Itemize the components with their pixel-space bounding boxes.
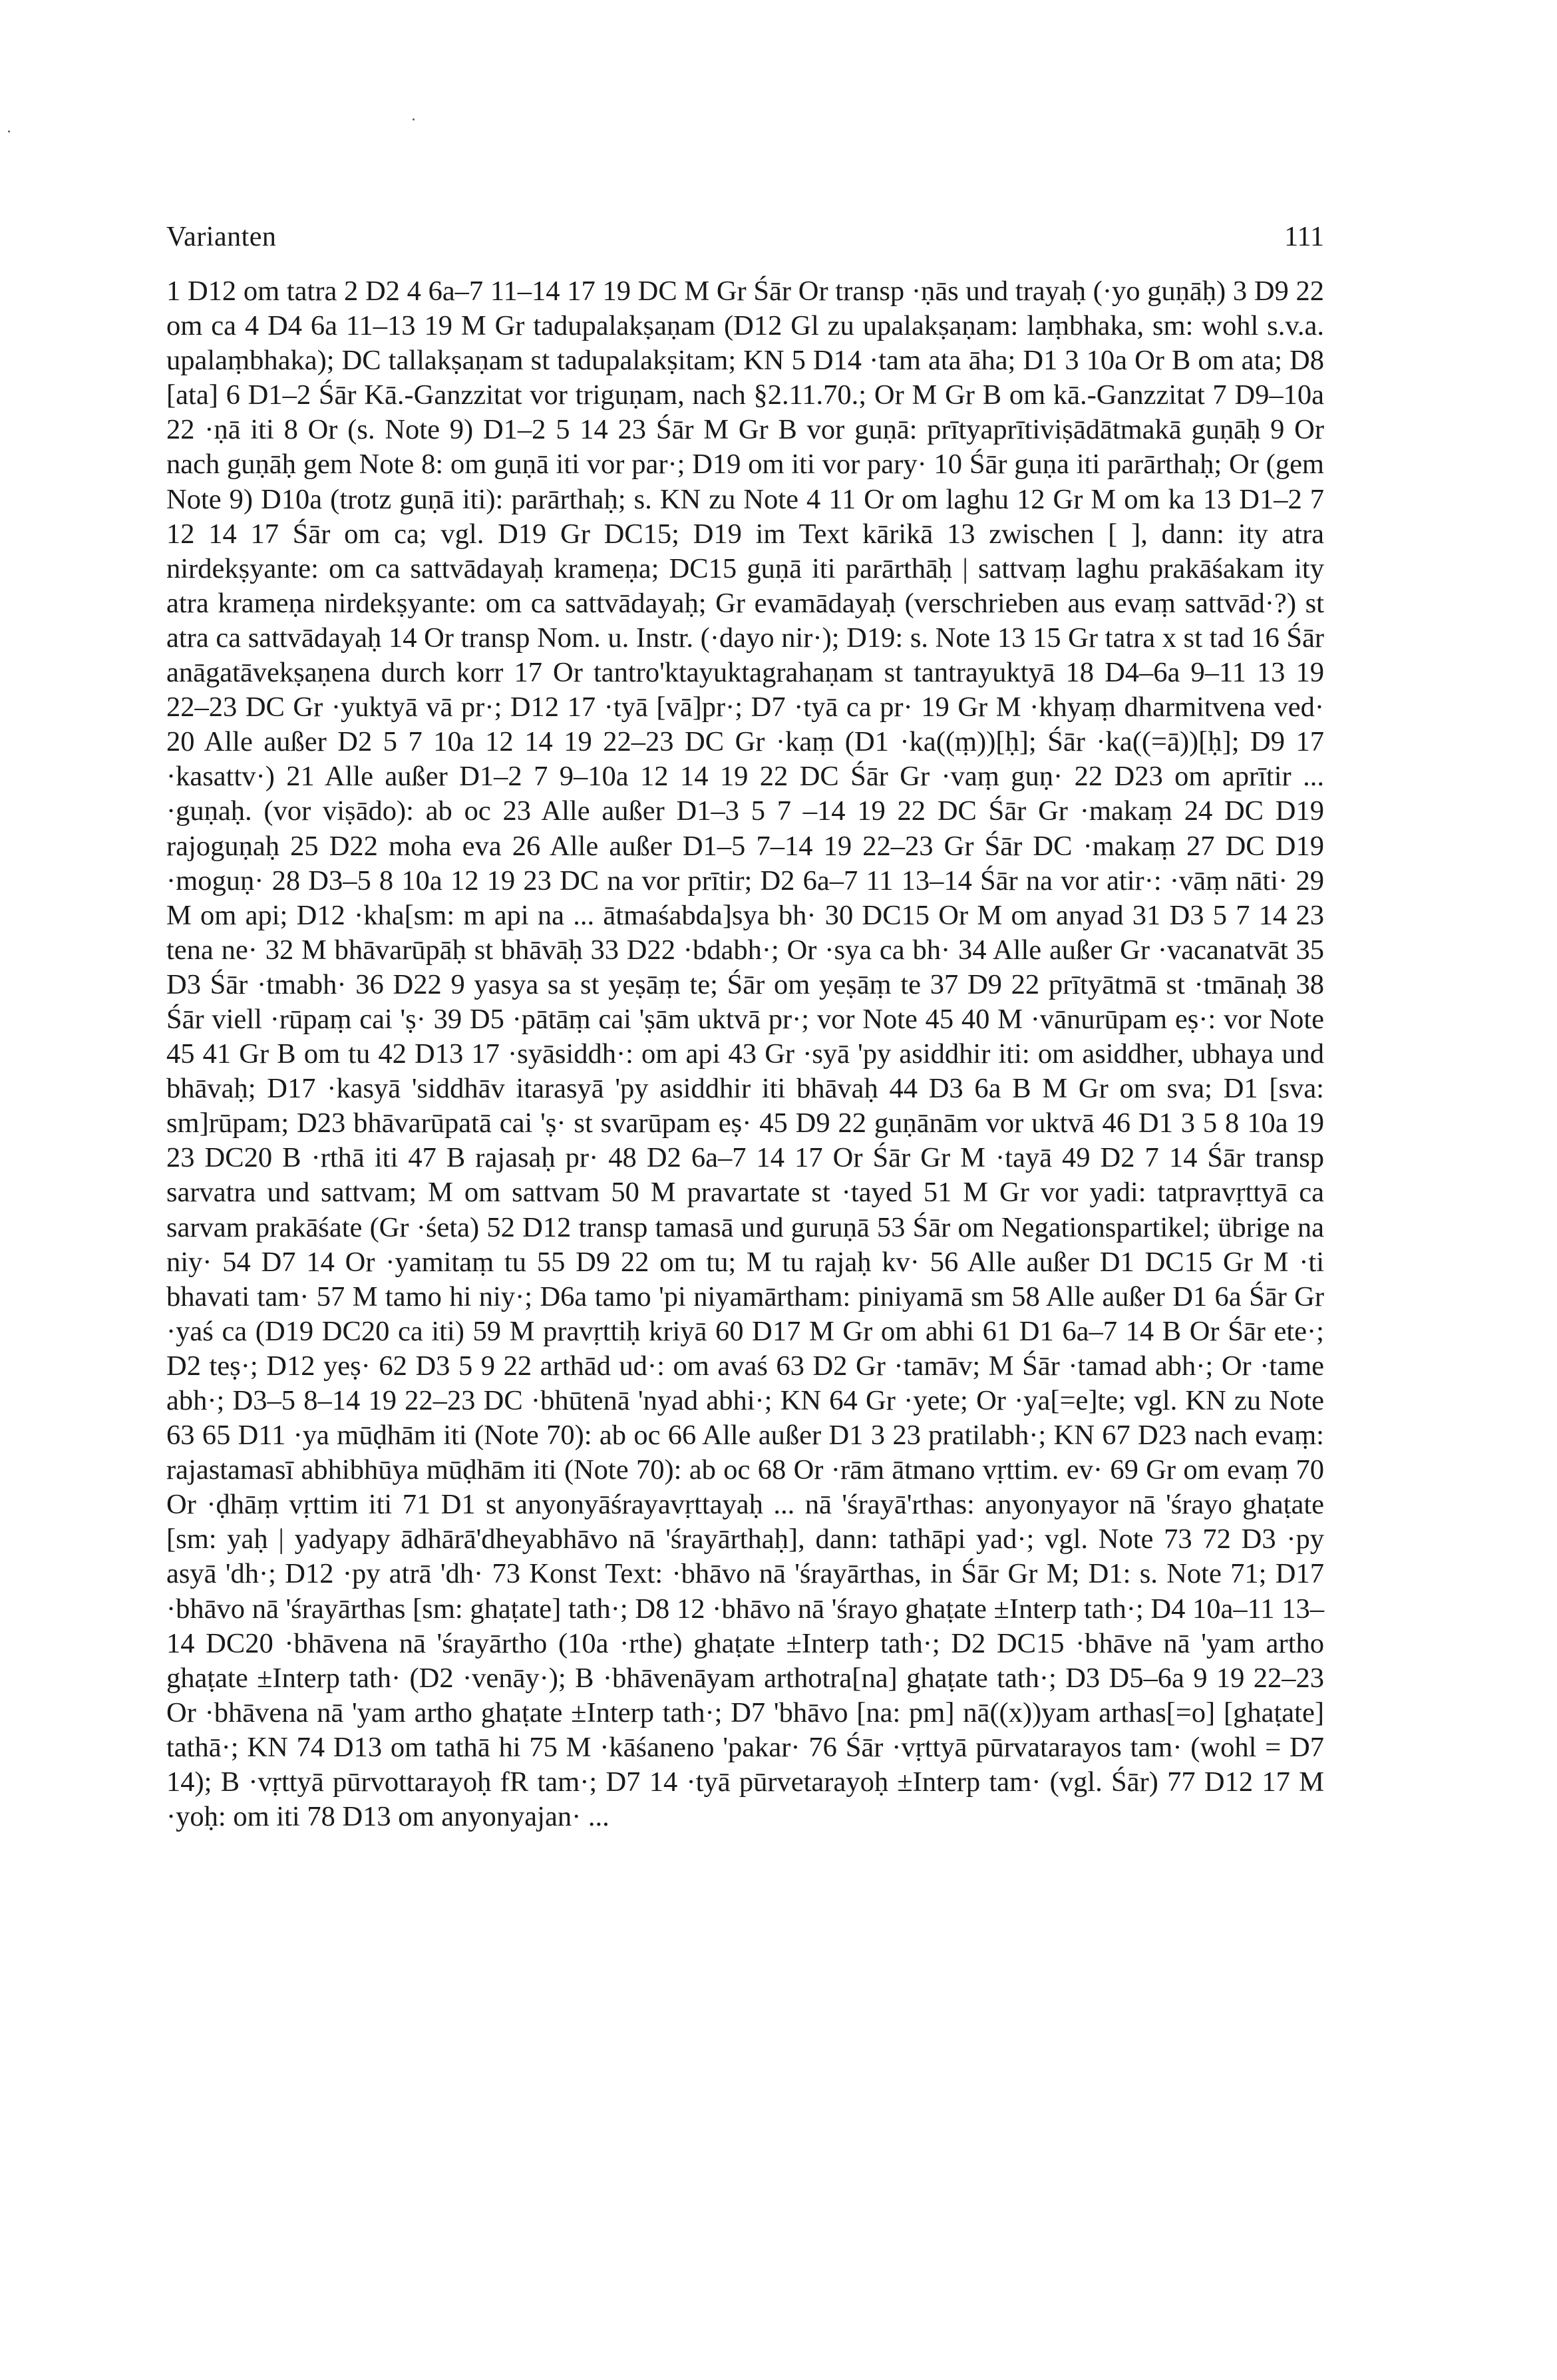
running-head xyxy=(166,221,1324,261)
page-title: Varianten xyxy=(166,222,277,252)
variant-notes: 1 D12 om tatra 2 D2 4 6a–7 11–14 17 19 DC M Gr Śār Or transp ·ṇās und trayaḥ (·yo guṇāḥ) 3 D9 22 om ca 4 D4 6a 11–13 19 M Gr tadupalakṣaṇam (D12 Gl zu upalakṣaṇam: laṃbhaka, sm: wohl s.v.a. upalaṃbhaka); DC tallakṣaṇam st tadupalakṣitam; KN 5 D14 ·tam ata āha; D1 3 10a Or B om ata; D8 [ata] 6 D1–2 Śār Kā.-Ganzzitat vor triguṇam, nach §2.11.70.; Or M Gr B om kā.-Ganzzitat 7 D9–10a 22 ·ṇā iti 8 Or (s. Note 9) D1–2 5 14 23 Śār M Gr B vor guṇā: prītyaprītiviṣādātmakā guṇāḥ 9 Or nach guṇāḥ gem Note 8: om guṇā iti vor par·; D19 om iti vor pary· 10 Śār guṇa iti parārthaḥ; Or (gem Note 9) D10a (trotz guṇā iti): parārthaḥ; s. KN zu Note 4 11 Or om laghu 12 Gr M om ka 13 D1–2 7 12 14 17 Śār om ca; vgl. D19 Gr DC15; D19 im Text kārikā 13 zwischen [ ], dann: ity atra nirdekṣyante: om ca sattvādayaḥ krameṇa; DC15 guṇā iti parārthāḥ | sattvaṃ laghu prakāśakam ity atra krameṇa nirdekṣyante: om ca sattvādayaḥ; Gr evamādayaḥ (verschrieben aus evaṃ sattvād·?) st atra ca sattvādayaḥ 14 Or transp Nom. u. Instr. (·dayo nir·); D19: s. Note 13 15 Gr tatra x st tad 16 Śār anāgatāvekṣaṇena durch korr 17 Or tantro'ktayuktagrahaṇam st tantrayuktyā 18 D4–6a 9–11 13 19 22–23 DC Gr ·yuktyā vā pr·; D12 17 ·tyā [vā]pr·; D7 ·tyā ca pr· 19 Gr M ·khyaṃ dharmitvena ved· 20 Alle außer D2 5 7 10a 12 14 19 22–23 DC Gr ·kaṃ (D1 ·ka((ṃ))[ḥ]; Śār ·ka((=ā))[ḥ]; D9 17 ·kasattv·) 21 Alle außer D1–2 7 9–10a 12 14 19 22 DC Śār Gr ·vaṃ guṇ· 22 D23 om aprītir ... ·guṇaḥ. (vor viṣādo): ab oc 23 Alle außer D1–3 5 7 –14 19 22 DC Śār Gr ·makaṃ 24 DC D19 rajoguṇaḥ 25 D22 moha eva 26 Alle außer D1–5 7–14 19 22–23 Gr Śār DC ·makaṃ 27 DC D19 ·moguṇ· 28 D3–5 8 10a 12 19 23 DC na vor prītir; D2 6a–7 11 13–14 Śār na vor atir·: ·vāṃ nāti· 29 M om api; D12 ·kha[sm: m api na ... ātmaśabda]sya bh· 30 DC15 Or M om anyad 31 D3 5 7 14 23 tena ne· 32 M bhāvarūpāḥ st bhāvāḥ 33 D22 ·bdabh·; Or ·sya ca bh· 34 Alle außer Gr ·vacanatvāt 35 D3 Śār ·tmabh· 36 D22 9 yasya sa st yeṣāṃ te; Śār om yeṣāṃ te 37 D9 22 prītyātmā st ·tmānaḥ 38 Śār viell ·rūpaṃ cai 'ṣ· 39 D5 ·pātāṃ cai 'ṣām uktvā pr·; vor Note 45 40 M ·vānurūpam eṣ·: vor Note 45 41 Gr B om tu 42 D13 17 ·syāsiddh·: om api 43 Gr ·syā 'py asiddhir iti: om asiddher, ubhaya und bhāvaḥ; D17 ·kasyā 'siddhāv itarasyā 'py asiddhir iti bhāvaḥ 44 D3 6a B M Gr om sva; D1 [sva: sm]rūpam; D23 bhāvarūpatā cai 'ṣ· st svarūpam eṣ· 45 D9 22 guṇānām vor uktvā 46 D1 3 5 8 10a 19 23 DC20 B ·rthā iti 47 B rajasaḥ pr· 48 D2 6a–7 14 17 Or Śār Gr M ·tayā 49 D2 7 14 Śār transp sarvatra und sattvam; M om sattvam 50 M pravartate st ·tayed 51 M Gr vor yadi: tatpravṛttyā ca sarvam prakāśate (Gr ·śeta) 52 D12 transp tamasā und guruṇā 53 Śār om Negationspartikel; übrige na niy· 54 D7 14 Or ·yamitaṃ tu 55 D9 22 om tu; M tu rajaḥ kv· 56 Alle außer D1 DC15 Gr M ·ti bhavati tam· 57 M tamo hi niy·; D6a tamo 'pi niyamārtham: piniyamā sm 58 Alle außer D1 6a Śār Gr ·yaś ca (D19 DC20 ca iti) 59 M pravṛttiḥ kriyā 60 D17 M Gr om abhi 61 D1 6a–7 14 B Or Śār ete·; D2 teṣ·; D12 yeṣ· 62 D3 5 9 22 arthād ud·: om avaś 63 D2 Gr ·tamāv; M Śār ·tamad abh·; Or ·tame abh·; D3–5 8–14 19 22–23 DC ·bhūtenā 'nyad abhi·; KN 64 Gr ·yete; Or ·ya[=e]te; vgl. KN zu Note 63 65 D11 ·ya mūḍhām iti (Note 70): ab oc 66 Alle außer D1 3 23 pratilabh·; KN 67 D23 nach evaṃ: rajastamasī abhibhūya mūḍhām iti (Note 70): ab oc 68 Or ·rām ātmano vṛttim. ev· 69 Gr om evaṃ 70 Or ·ḍhāṃ vṛttim iti 71 D1 st anyonyāśrayavṛttayaḥ ... nā 'śrayā'rthas: anyonyayor nā 'śrayo ghaṭate [sm: yaḥ | yadyapy ādhārā'dheyabhāvo nā 'śrayārthaḥ], dann: tathāpi yad·; vgl. Note 73 72 D3 ·py asyā 'dh·; D12 ·py atrā 'dh· 73 Konst Text: ·bhāvo nā 'śrayārthas, in Śār Gr M; D1: s. Note 71; D17 ·bhāvo nā 'śrayārthas [sm: ghaṭate] tath·; D8 12 ·bhāvo nā 'śrayo ghaṭate ±Interp tath·; D4 10a–11 13–14 DC20 ·bhāvena nā 'śrayārtho (10a ·rthe) ghaṭate ±Interp tath·; D2 DC15 ·bhāve nā 'yam artho ghaṭate ±Interp tath· (D2 ·venāy·); B ·bhāvenāyam arthotra[na] ghaṭate tath·; D3 D5–6a 9 19 22–23 Or ·bhāvena nā 'yam artho ghaṭate ±Interp tath·; D7 'bhāvo [na: pm] nā((x))yam arthas[=o] [ghaṭate] tathā·; KN 74 D13 om tathā hi 75 M ·kāśaneno 'pakar· 76 Śār ·vṛttyā pūrvatarayos tam· (wohl = D7 14); B ·vṛttyā pūrvottarayoḥ fR tam·; D7 14 ·tyā pūrvetarayoḥ ±Interp tam· (vgl. Śār) 77 D12 17 M ·yoḥ: om iti 78 D13 om anyonyajan· ... xyxy=(166,276,1324,1833)
scan-speck xyxy=(8,130,10,132)
critical-apparatus xyxy=(166,274,1324,1834)
page-number: 111 xyxy=(1284,222,1324,252)
page xyxy=(166,200,1324,2263)
scan-speck xyxy=(413,118,415,120)
